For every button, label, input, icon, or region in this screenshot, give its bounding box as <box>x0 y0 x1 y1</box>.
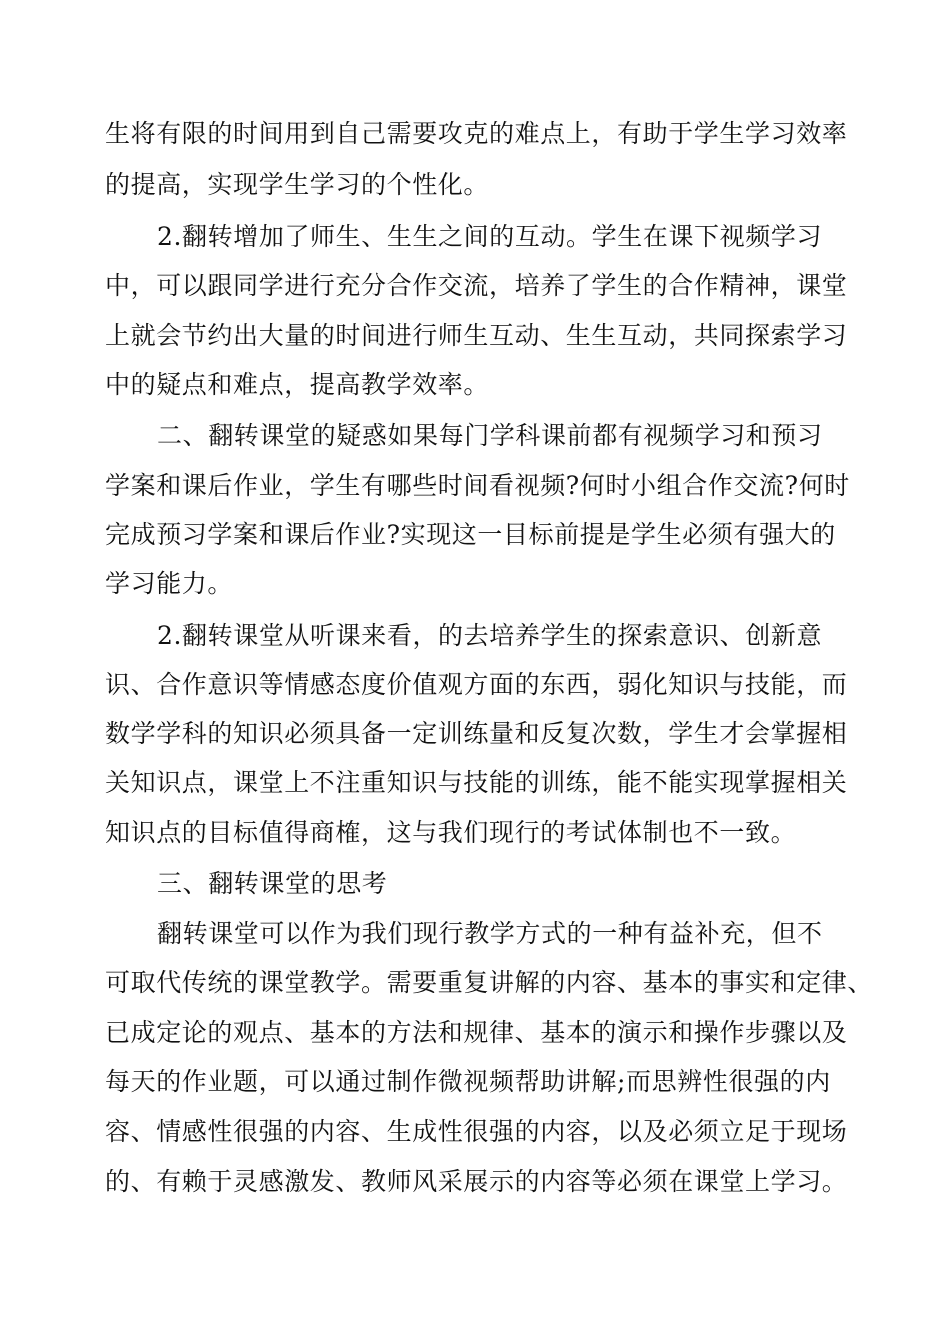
text-line: 可取代传统的课堂教学。需要重复讲解的内容、基本的事实和定律、 <box>105 968 874 997</box>
paragraph-start: 2.翻转增加了师生、生生之间的互动。学生在课下视频学习 <box>157 222 823 251</box>
text-line: 的提高，实现学生学习的个性化。 <box>105 170 490 199</box>
text-line: 中，可以跟同学进行充分合作交流，培养了学生的合作精神，课堂 <box>105 271 848 300</box>
section-heading-3: 三、翻转课堂的思考 <box>157 869 388 898</box>
text-line: 中的疑点和难点，提高教学效率。 <box>105 370 490 399</box>
text-line: 每天的作业题，可以通过制作微视频帮助讲解;而思辨性很强的内 <box>105 1067 831 1096</box>
text-line: 学案和课后作业，学生有哪些时间看视频?何时小组合作交流?何时 <box>105 471 850 500</box>
paragraph-start: 翻转课堂可以作为我们现行教学方式的一种有益补充，但不 <box>157 919 823 948</box>
text-line: 的、有赖于灵感激发、教师风采展示的内容等必须在课堂上学习。 <box>105 1167 848 1196</box>
text-line: 关知识点，课堂上不注重知识与技能的训练，能不能实现掌握相关 <box>105 768 848 797</box>
text-line: 容、情感性很强的内容、生成性很强的内容，以及必须立足于现场 <box>105 1117 848 1146</box>
paragraph-start: 2.翻转课堂从听课来看，的去培养学生的探索意识、创新意 <box>157 621 823 650</box>
text-line: 学习能力。 <box>105 569 234 598</box>
text-line: 知识点的目标值得商榷，这与我们现行的考试体制也不一致。 <box>105 818 797 847</box>
text-line: 已成定论的观点、基本的方法和规律、基本的演示和操作步骤以及 <box>105 1018 848 1047</box>
text-line: 识、合作意识等情感态度价值观方面的东西，弱化知识与技能，而 <box>105 670 848 699</box>
text-line: 完成预习学案和课后作业?实现这一目标前提是学生必须有强大的 <box>105 520 836 549</box>
text-line: 生将有限的时间用到自己需要攻克的难点上，有助于学生学习效率 <box>105 119 848 148</box>
text-line: 上就会节约出大量的时间进行师生互动、生生互动，共同探索学习 <box>105 321 848 350</box>
section-heading-2: 二、翻转课堂的疑惑如果每门学科课前都有视频学习和预习 <box>157 421 823 450</box>
text-line: 数学学科的知识必须具备一定训练量和反复次数，学生才会掌握相 <box>105 719 848 748</box>
